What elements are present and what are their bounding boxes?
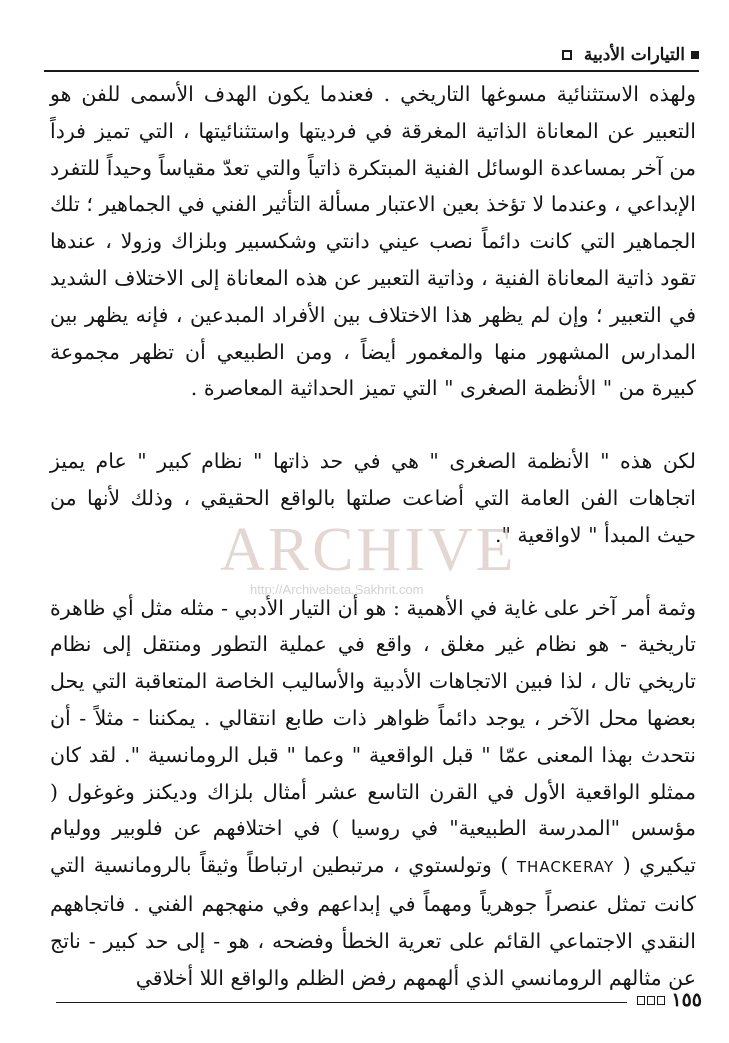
paragraph-text: ولهذه الاستثنائية مسوغها التاريخي . فعندما يكون الهدف الأسمى للفن هو التعبير عن المعاناة الذاتية المغرقة في فرديتها واستثنائيتها ، التي تميز فرداً من آخر بمساعدة الوسائل الفنية المبتكرة ذاتياً والتي تعدّ مقياساً وحيداً للتفرد الإبداعي ، وعندما لا تؤخذ بعين الاعتبار مسألة التأثير الفني في الجماهير ؛ تلك الجماهير التي كانت دائماً نصب عيني دانتي وشكسبير وبلزاك وزولا ، عندها تقود ذاتية المعاناة الفنية ، وذاتية التعبير عن هذه المعاناة إلى الاختلاف الشديد في التعبير ؛ وإن لم يظهر هذا الاختلاف بين الأفراد المبدعين ، فإنه يظهر بين المدارس المشهور منها والمغمور أيضاً ، ومن الطبيعي أن تظهر مجموعة كبيرة من " الأنظمة الصغرى " التي تميز الحداثية المعاصرة . [50,82,696,401]
square-bullet-icon [691,51,699,59]
page-number: ١٥٥ [671,989,702,1011]
body-text [50,76,696,996]
footer-rule [56,1002,627,1003]
paragraph-text: ) وتولستوي ، مرتبطين ارتباطاً وثيقاً بالرومانسية التي كانت تمثل عنصراً جوهرياً ومهماً في إبداعهم وفي منهجهم الفني . فاتجاههم النقدي الاجتماعي القائم على تعرية الخطأ وفضحه ، هو - إلى حد كبير - ناتج عن مثالهم الرومانسي الذي ألهمهم رفض الظلم والواقع اللا أخلاقي [50,853,696,990]
running-head [44,40,699,72]
latin-name-text: THACKERAY [516,858,615,877]
paragraph [50,590,696,997]
page-footer [56,988,702,1012]
paragraph-text: وثمة أمر آخر على غاية في الأهمية : هو أن التيار الأدبي - مثله مثل أي ظاهرة تاريخية - هو نظام غير مغلق ، واقع في عملية التطور ومنتقل إلى نظام تاريخي تال ، لذا فبين الاتجاهات الأدبية والأساليب الخاصة المتعاقبة التي يحل بعضها محل الآخر ، يوجد دائماً ظواهر ذات طابع انتقالي . يمكننا - مثلاً - أن نتحدث بهذا المعنى عمّا " قبل الواقعية " وعما " قبل الرومانسية ". لقد كان ممثلو الواقعية الأول في القرن التاسع عشر أمثال بلزاك وديكنز وغوغول ( مؤسس "المدرسة الطبيعية" في روسيا ) في اختلافهم عن فلوبير ووليام تيكيري ( [50,595,696,878]
paragraph-text: لكن هذه " الأنظمة الصغرى " هي في حد ذاتها " نظام كبير " عام يميز اتجاهات الفن العامة التي أضاعت صلتها بالواقع الحقيقي ، وذلك لأنها من حيث المبدأ " لاواقعية ". [50,449,696,547]
footer-squares-icon [637,996,665,1005]
paragraph [50,76,696,407]
running-head-title: التيارات الأدبية [583,45,685,65]
paragraph [50,443,696,553]
square-outline-icon [562,50,572,60]
watermark-url: http://Archivebeta.Sakhrit.com [250,582,424,597]
archive-logo-text: ARCHIVE [220,516,517,584]
